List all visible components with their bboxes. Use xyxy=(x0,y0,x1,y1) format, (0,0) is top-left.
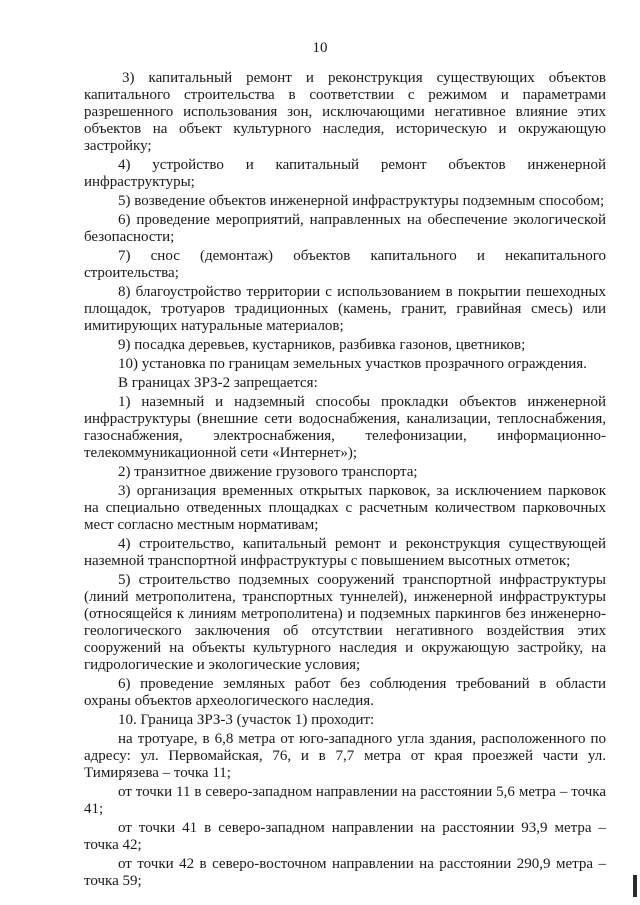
document-body xyxy=(84,70,606,892)
paragraph: 3) организация временных открытых парковок, за исключением парковок на специально отведенных площадках с расчетным количеством парковочных мест согласно местным нормативам; xyxy=(84,483,606,533)
paragraph: 6) проведение земляных работ без соблюдения требований в области охраны объектов археологического наследия. xyxy=(84,676,606,709)
paragraph: 3) капитальный ремонт и реконструкция существующих объектов капитального строительства в соответствии с режимом и параметрами разрешенного использования зон, исключающими негативное влияние этих объектов на объект культурного наследия, историческую и окружающую застройку; xyxy=(84,70,606,154)
paragraph: 9) посадка деревьев, кустарников, разбивка газонов, цветников; xyxy=(118,337,526,353)
paragraph: 2) транзитное движение грузового транспорта; xyxy=(118,464,418,480)
scan-edge-mark xyxy=(633,875,637,897)
section-heading: В границах ЗРЗ-2 запрещается: xyxy=(118,375,318,391)
paragraph: 5) возведение объектов инженерной инфраструктуры подземным способом; xyxy=(118,193,605,209)
page-number: 10 xyxy=(312,40,328,56)
paragraph: 4) устройство и капитальный ремонт объектов инженерной инфраструктуры; xyxy=(84,157,606,190)
paragraph: от точки 41 в северо-западном направлении на расстоянии 93,9 метра – точка 42; xyxy=(84,820,606,853)
paragraph: на тротуаре, в 6,8 метра от юго-западного угла здания, расположенного по адресу: ул. Первомайская, 76, и в 7,7 метра от края проезжей части ул. Тимирязева – точка 11; xyxy=(84,731,606,781)
section-heading: 10. Граница ЗРЗ-3 (участок 1) проходит: xyxy=(118,712,375,728)
paragraph: 8) благоустройство территории с использованием в покрытии пешеходных площадок, тротуаров традиционных (камень, гранит, гравийная смесь) или имитирующих натуральные материалов; xyxy=(84,284,606,334)
paragraph: 10) установка по границам земельных участков прозрачного ограждения. xyxy=(118,356,587,372)
paragraph: 7) снос (демонтаж) объектов капитального и некапитального строительства; xyxy=(84,248,606,281)
paragraph: 1) наземный и надземный способы прокладки объектов инженерной инфраструктуры (внешние сети водоснабжения, канализации, теплоснабжения, газоснабжения, электроснабжения, телефонизации, информационно-телекоммуникационной сети «Интернет»); xyxy=(84,394,606,461)
paragraph: 5) строительство подземных сооружений транспортной инфраструктуры (линий метрополитена, транспортных туннелей), инженерной инфраструктуры (относящейся к линиям метрополитена) и подземных паркингов без инженерно-геологического заключения об отсутствии негативного воздействия этих сооружений на объекты культурного наследия и окружающую застройку, на гидрологические и экологические условия; xyxy=(84,572,606,673)
paragraph: от точки 11 в северо-западном направлении на расстоянии 5,6 метра – точка 41; xyxy=(84,784,606,817)
paragraph: от точки 42 в северо-восточном направлении на расстоянии 290,9 метра – точка 59; xyxy=(84,856,606,889)
paragraph: 4) строительство, капитальный ремонт и реконструкция существующей наземной транспортной инфраструктуры с повышением высотных отметок; xyxy=(84,536,606,569)
paragraph: 6) проведение мероприятий, направленных на обеспечение экологической безопасности; xyxy=(84,212,606,245)
